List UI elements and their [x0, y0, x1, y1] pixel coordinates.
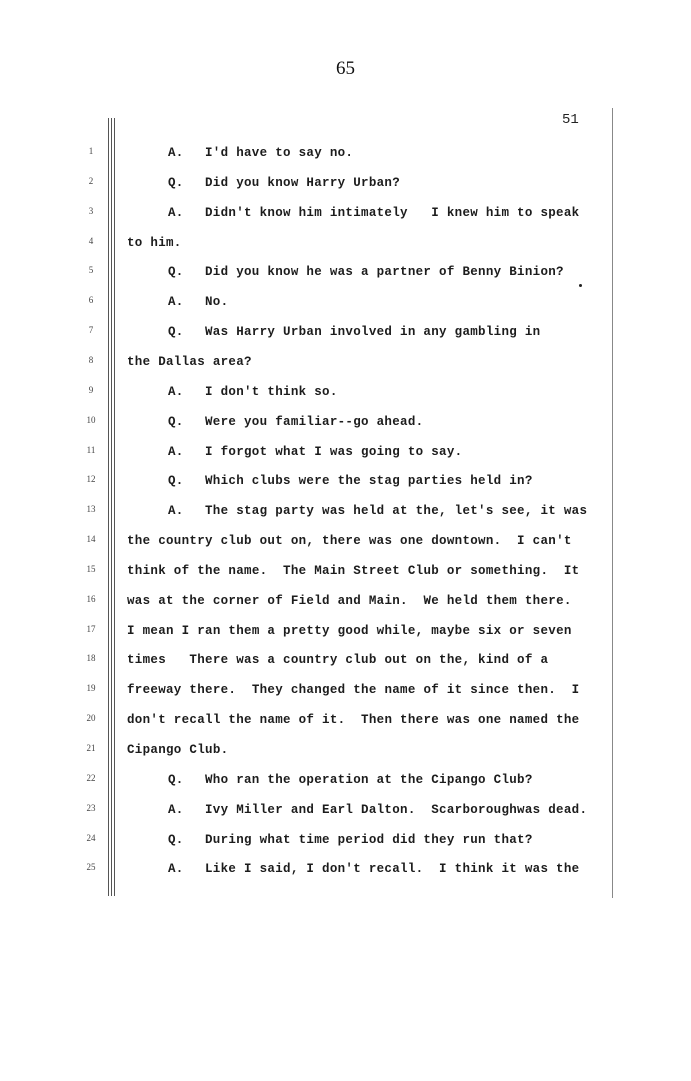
line-number: 9	[88, 384, 94, 395]
speech-text: I'd have to say no.	[205, 146, 354, 160]
speech-text: Which clubs were the stag parties held in?	[205, 474, 533, 489]
speech-text: times There was a country club out on the, kind of a	[127, 653, 549, 668]
speech-text: the Dallas area?	[127, 354, 252, 369]
speech-text: The stag party was held at the, let's see, it was	[205, 504, 588, 519]
speaker-label: Q.	[168, 772, 184, 787]
left-margin-rule	[111, 118, 112, 896]
left-margin-rule	[114, 118, 115, 896]
line-number: 17	[86, 623, 96, 634]
speaker-label: Q.	[168, 414, 184, 429]
line-number: 1	[88, 146, 94, 156]
speaker-label: A.	[168, 504, 184, 519]
speaker-label: Q.	[168, 175, 184, 190]
speech-text: Cipango Club.	[127, 743, 229, 757]
speaker-label: A.	[168, 146, 184, 160]
speech-text: No.	[205, 295, 229, 310]
line-number: 19	[86, 683, 96, 694]
transcript-page-number: 51	[562, 112, 579, 128]
line-number: 3	[88, 205, 94, 216]
line-number: 5	[88, 265, 94, 276]
line-number: 4	[88, 235, 94, 246]
speech-text: Was Harry Urban involved in any gambling in	[205, 325, 541, 340]
speaker-label: Q.	[168, 832, 184, 847]
page-number: 65	[336, 58, 355, 79]
left-margin-rule	[108, 118, 109, 896]
line-number: 25	[86, 862, 96, 873]
line-number: 18	[86, 653, 96, 664]
line-number: 7	[88, 325, 94, 336]
stray-mark	[579, 284, 582, 287]
speech-text: was at the corner of Field and Main. We held them there.	[127, 593, 572, 608]
speaker-label: A.	[168, 802, 184, 817]
line-number: 22	[86, 772, 96, 783]
line-number: 10	[86, 414, 96, 425]
speech-text: Who ran the operation at the Cipango Club?	[205, 772, 533, 787]
line-number: 12	[86, 474, 96, 485]
speech-text: I mean I ran them a pretty good while, maybe six or seven	[127, 623, 572, 638]
line-number: 20	[86, 713, 96, 724]
speech-text: think of the name. The Main Street Club or something. It	[127, 563, 580, 578]
speaker-label: Q.	[168, 474, 184, 489]
speech-text: During what time period did they run that?	[205, 832, 533, 847]
speaker-label: Q.	[168, 325, 184, 340]
line-number: 2	[88, 175, 94, 186]
line-number: 21	[86, 743, 96, 753]
speech-text: the country club out on, there was one downtown. I can't	[127, 534, 572, 549]
speech-text: to him.	[127, 235, 182, 250]
speech-text: Ivy Miller and Earl Dalton. Scarboroughwas dead.	[205, 802, 588, 817]
line-number: 11	[86, 444, 96, 455]
speaker-label: A.	[168, 384, 184, 399]
line-number: 16	[86, 593, 96, 604]
speaker-label: A.	[168, 444, 184, 459]
speaker-label: A.	[168, 205, 184, 220]
speech-text: Did you know Harry Urban?	[205, 175, 401, 190]
line-number: 14	[86, 534, 96, 545]
line-number: 8	[88, 354, 94, 365]
speech-text: Did you know he was a partner of Benny Binion?	[205, 265, 564, 280]
speaker-label: A.	[168, 295, 184, 310]
line-number: 6	[88, 295, 94, 306]
line-number: 23	[86, 802, 96, 813]
speech-text: I forgot what I was going to say.	[205, 444, 463, 459]
line-number: 15	[86, 563, 96, 574]
speech-text: don't recall the name of it. Then there was one named the	[127, 713, 580, 728]
right-margin-rule	[612, 108, 613, 898]
speech-text: I don't think so.	[205, 384, 338, 399]
line-number: 13	[86, 504, 96, 515]
speaker-label: Q.	[168, 265, 184, 280]
speech-text: Didn't know him intimately I knew him to speak	[205, 205, 580, 220]
line-number: 24	[86, 832, 96, 843]
speech-text: Like I said, I don't recall. I think it was the	[205, 862, 580, 877]
speech-text: freeway there. They changed the name of it since then. I	[127, 683, 580, 698]
speech-text: Were you familiar--go ahead.	[205, 414, 424, 429]
speaker-label: A.	[168, 862, 184, 877]
